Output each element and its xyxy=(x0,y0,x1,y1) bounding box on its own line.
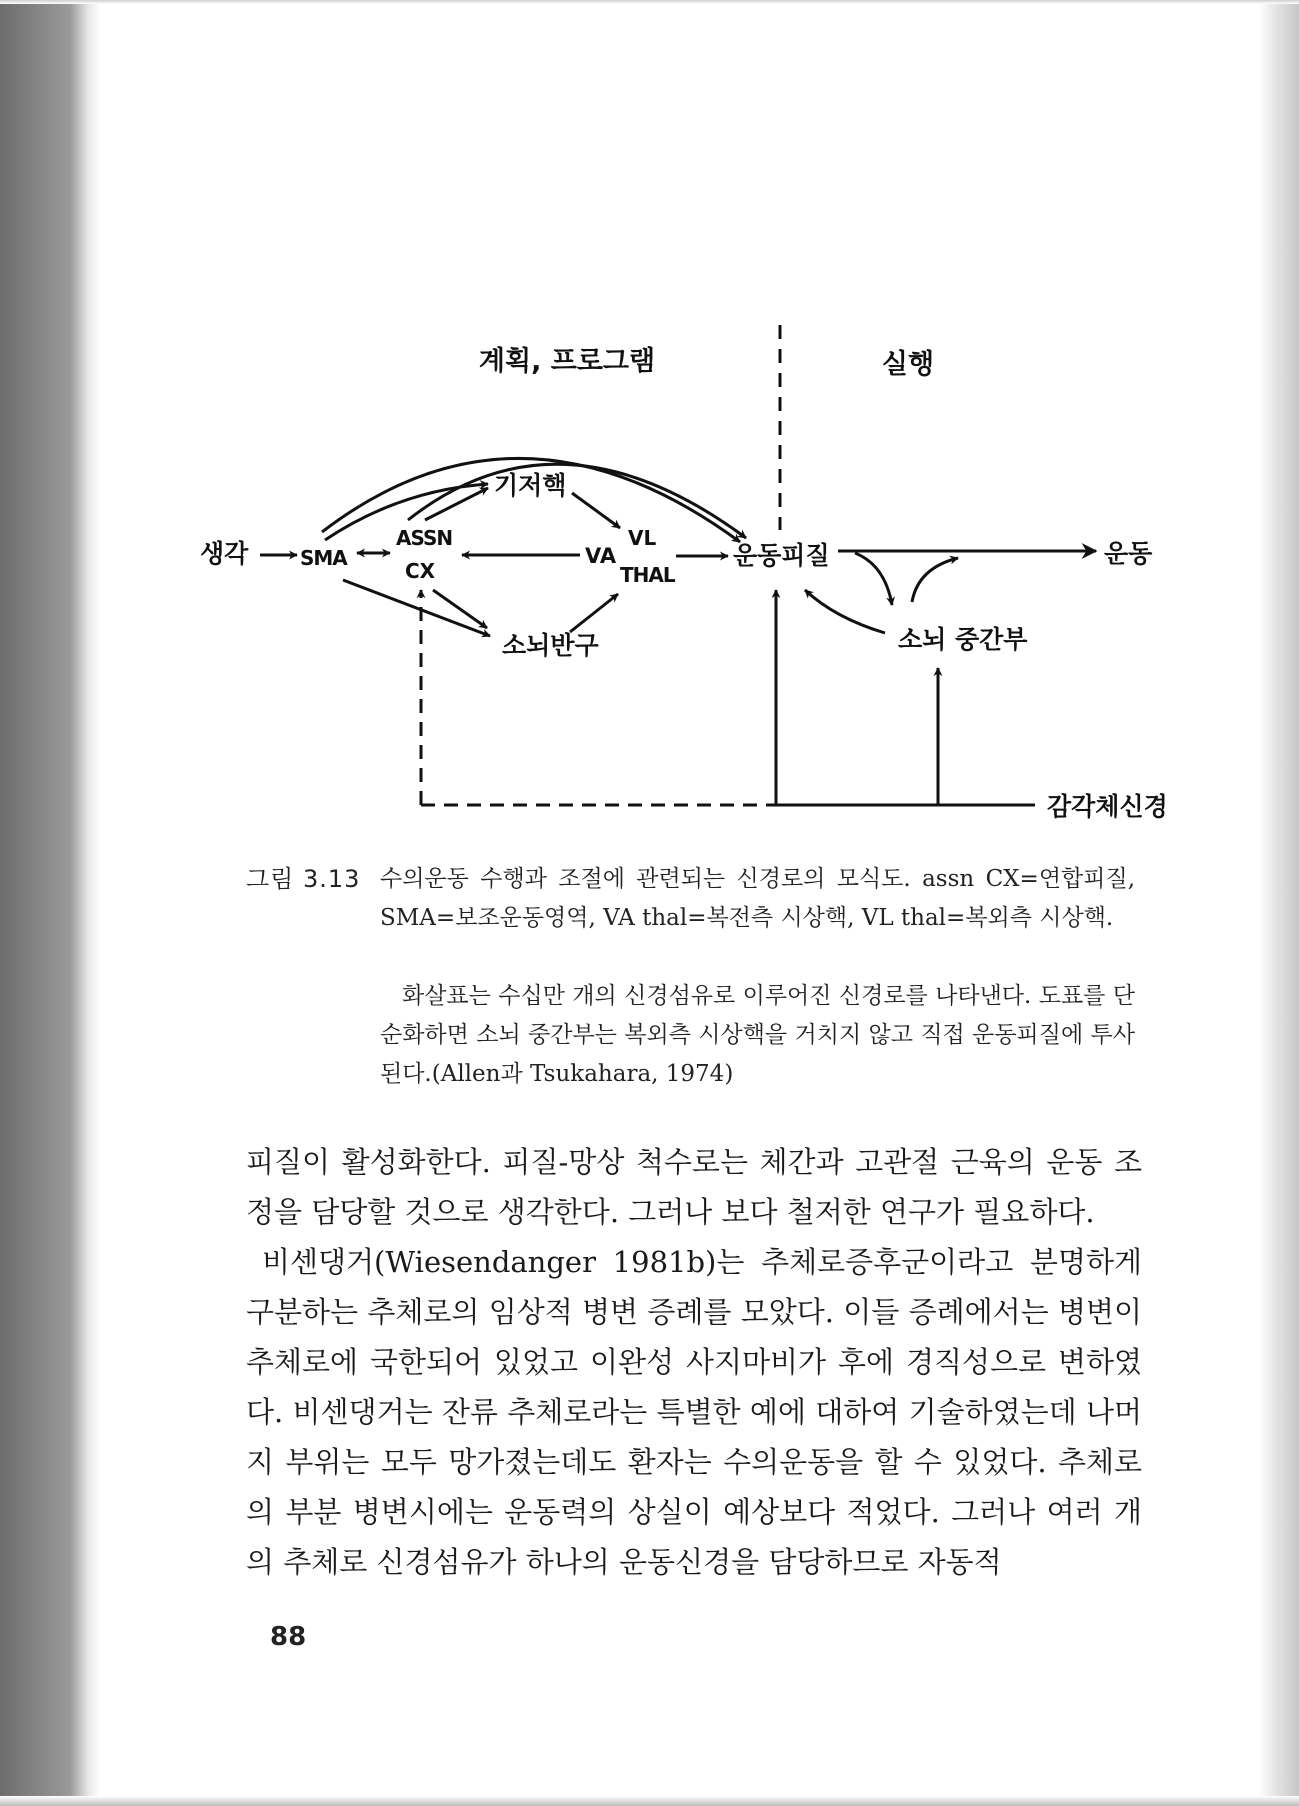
page-number: 88 xyxy=(270,1622,307,1652)
node-basal-ganglia: 기저핵 xyxy=(494,471,567,500)
arrow-basal-ganglia-vl xyxy=(572,493,620,528)
node-assn: ASSN xyxy=(396,526,453,550)
header-execution: 실행 xyxy=(881,349,935,380)
node-thal: THAL xyxy=(620,563,675,587)
paragraph: 비센댕거(Wiesendanger 1981b)는 추체로증후군이라고 분명하게 구분하는 추체로의 임상적 병변 증례를 모았다. 이들 증례에서는 병변이 추체로에 국한되어 있었고 이완성 사지마비가 후에 경직성으로 변하였다. 비센댕거는 잔류 추체로라는 특별한 예에 대하여 기술하였는데 나머지 부위는 모두 망가졌는데도 환자는 수의운동을 할 수 있었다. 추체로의 부분 병변시에는 운동력의 상실이 예상보다 적었다. 그러나 여러 개의 추체로 신경섬유가 하나의 운동신경을 담당하므로 자동적 xyxy=(246,1245,1142,1579)
node-motor-cortex: 운동피질 xyxy=(733,541,830,570)
caption-text: 수의운동 수행과 조절에 관련되는 신경로의 모식도. assn CX=연합피질, SMA=보조운동영역, VA thal=복전측 시상핵, VL thal=복외측 시상핵. xyxy=(380,866,1135,931)
caption-note: 화살표는 수십만 개의 신경섬유로 이루어진 신경로를 나타낸다. 도표를 단순화하면 소뇌 중간부는 복외측 시상핵을 거치지 않고 직접 운동피질에 투사된다.(Allen과 Tsukahara, 1974) xyxy=(380,983,1135,1087)
node-sma: SMA xyxy=(300,546,347,570)
node-thought: 생각 xyxy=(200,539,249,568)
arrow-cx-cerebellar-hemisphere xyxy=(433,590,487,628)
arrow-cerebellar-intermediate-motor-cortex xyxy=(805,590,885,633)
arrow-sma-cerebellar-hemisphere xyxy=(343,580,490,636)
arrow-cerebellar-intermediate-up xyxy=(912,558,958,602)
node-vl: VL xyxy=(628,526,657,550)
node-cerebellar-intermediate: 소뇌 중간부 xyxy=(898,625,1028,654)
header-planning: 계획, 프로그램 xyxy=(478,346,656,377)
node-cx: CX xyxy=(405,559,436,583)
paragraph: 피질이 활성화한다. 피질-망상 척수로는 체간과 고관절 근육의 운동 조정을 담당할 것으로 생각한다. 그러나 보다 철저한 연구가 필요하다. xyxy=(246,1145,1142,1229)
caption-label: 그림 3.13 xyxy=(246,865,361,893)
arrow-to-cerebellar-intermediate xyxy=(855,553,892,605)
node-movement: 운동 xyxy=(1104,539,1153,568)
node-somatosensory: 감각체신경 xyxy=(1047,792,1168,821)
page-bottom-edge xyxy=(0,1796,1299,1806)
motor-pathway-diagram xyxy=(0,0,1299,840)
body-text xyxy=(246,1137,1142,1587)
arrow-assn-motor-cortex-arc2 xyxy=(408,464,746,538)
arrow-cerebellar-hemisphere-thal xyxy=(570,594,618,632)
node-va: VA xyxy=(585,544,617,568)
node-cerebellar-hemisphere: 소뇌반구 xyxy=(502,631,599,660)
